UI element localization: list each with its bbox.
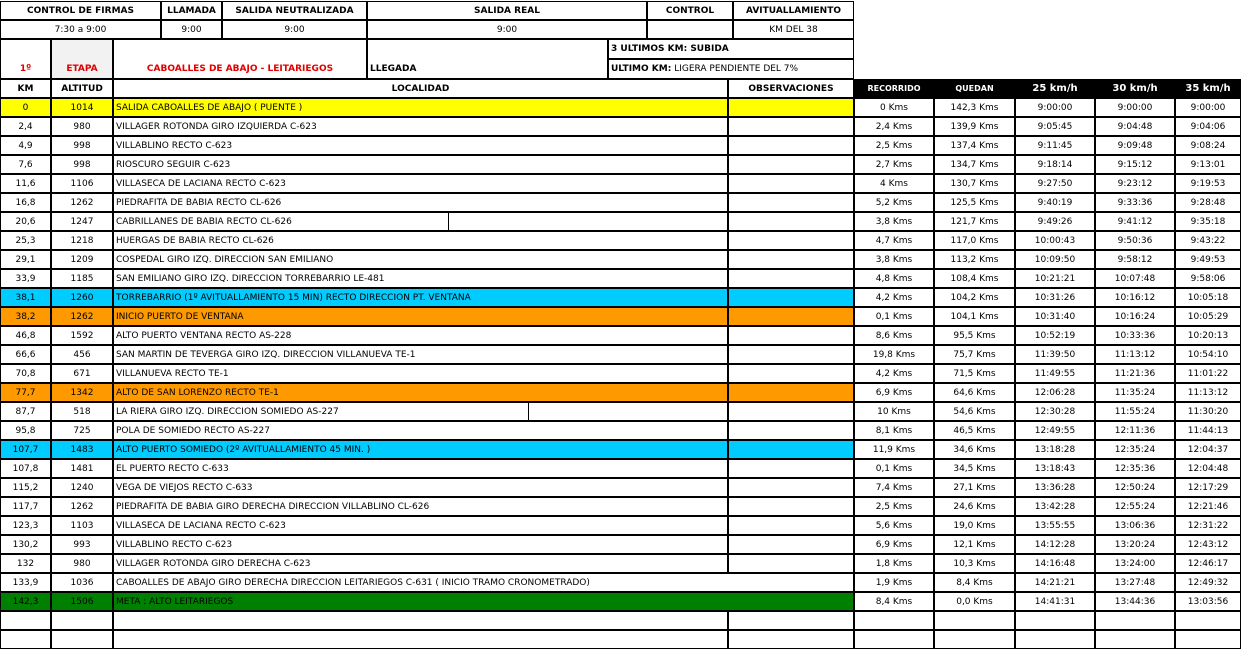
altitud-cell: 1260 <box>51 288 113 307</box>
km-cell: 117,7 <box>0 497 51 516</box>
km-cell: 66,6 <box>0 345 51 364</box>
localidad-cell: SAN MARTIN DE TEVERGA GIRO IZQ. DIRECCION VILLANUEVA TE-1 <box>113 345 728 364</box>
ultimo-km-label: ULTIMO KM: <box>611 64 672 74</box>
control-label: CONTROL <box>647 1 733 20</box>
quedan-cell <box>934 630 1015 649</box>
altitud-cell: 1014 <box>51 98 113 117</box>
km-cell <box>0 611 51 630</box>
km-cell: 130,2 <box>0 535 51 554</box>
quedan-cell: 139,9 Kms <box>934 117 1015 136</box>
altitud-cell <box>51 611 113 630</box>
time-35-cell: 9:43:22 <box>1175 231 1241 250</box>
observaciones-cell <box>728 554 854 573</box>
time-25-cell: 14:41:31 <box>1015 592 1095 611</box>
localidad-cell: LA RIERA GIRO IZQ. DIRECCION SOMIEDO AS-227 <box>113 402 728 421</box>
recorrido-cell: 1,8 Kms <box>854 554 934 573</box>
localidad-cell: EL PUERTO RECTO C-633 <box>113 459 728 478</box>
localidad-cell: HUERGAS DE BABIA RECTO CL-626 <box>113 231 728 250</box>
km-cell: 46,8 <box>0 326 51 345</box>
quedan-cell: 125,5 Kms <box>934 193 1015 212</box>
altitud-cell: 1185 <box>51 269 113 288</box>
recorrido-cell: 5,6 Kms <box>854 516 934 535</box>
localidad-cell: PIEDRAFITA DE BABIA RECTO CL-626 <box>113 193 728 212</box>
quedan-cell: 8,4 Kms <box>934 573 1015 592</box>
observaciones-cell <box>728 516 854 535</box>
localidad-cell: COSPEDAL GIRO IZQ. DIRECCION SAN EMILIANO <box>113 250 728 269</box>
time-35-cell: 12:04:48 <box>1175 459 1241 478</box>
quedan-cell: 54,6 Kms <box>934 402 1015 421</box>
quedan-cell: 10,3 Kms <box>934 554 1015 573</box>
col-altitud: ALTITUD <box>51 79 113 98</box>
stage-name: CABOALLES DE ABAJO - LEITARIEGOS <box>113 39 367 79</box>
time-25-cell: 13:42:28 <box>1015 497 1095 516</box>
observaciones-cell <box>728 402 854 421</box>
time-35-cell: 10:05:29 <box>1175 307 1241 326</box>
time-35-cell: 11:44:13 <box>1175 421 1241 440</box>
km-cell: 95,8 <box>0 421 51 440</box>
observaciones-cell <box>728 383 854 402</box>
observaciones-cell <box>728 136 854 155</box>
km-cell <box>0 630 51 649</box>
col-quedan: QUEDAN <box>934 79 1015 98</box>
km-cell: 107,8 <box>0 459 51 478</box>
recorrido-cell: 19,8 Kms <box>854 345 934 364</box>
time-25-cell: 9:05:45 <box>1015 117 1095 136</box>
time-30-cell: 10:33:36 <box>1095 326 1175 345</box>
salida-real-label: SALIDA REAL <box>367 1 647 20</box>
time-25-cell: 10:21:21 <box>1015 269 1095 288</box>
altitud-cell: 671 <box>51 364 113 383</box>
time-30-cell: 10:07:48 <box>1095 269 1175 288</box>
time-25-cell: 10:00:43 <box>1015 231 1095 250</box>
time-30-cell: 13:27:48 <box>1095 573 1175 592</box>
localidad-cell: CABOALLES DE ABAJO GIRO DERECHA DIRECCION LEITARIEGOS C-631 ( INICIO TRAMO CRONOMETRADO) <box>113 573 854 592</box>
time-25-cell: 10:31:26 <box>1015 288 1095 307</box>
km-cell: 16,8 <box>0 193 51 212</box>
km-cell: 33,9 <box>0 269 51 288</box>
recorrido-cell: 2,7 Kms <box>854 155 934 174</box>
observaciones-cell <box>728 174 854 193</box>
time-25-cell: 11:39:50 <box>1015 345 1095 364</box>
observaciones-cell <box>728 345 854 364</box>
altitud-cell: 998 <box>51 155 113 174</box>
quedan-cell: 64,6 Kms <box>934 383 1015 402</box>
time-35-cell: 9:35:18 <box>1175 212 1241 231</box>
time-25-cell: 13:18:43 <box>1015 459 1095 478</box>
km-cell: 0 <box>0 98 51 117</box>
avituallamiento-value: KM DEL 38 <box>733 20 854 39</box>
localidad-cell: RIOSCURO SEGUIR C-623 <box>113 155 728 174</box>
time-30-cell: 10:16:24 <box>1095 307 1175 326</box>
quedan-cell: 27,1 Kms <box>934 478 1015 497</box>
observaciones-cell <box>728 326 854 345</box>
recorrido-cell: 6,9 Kms <box>854 535 934 554</box>
avituallamiento-label: AVITUALLAMIENTO <box>733 1 854 20</box>
localidad-cell: META : ALTO LEITARIEGOS <box>113 592 854 611</box>
cell-divider <box>448 212 449 231</box>
km-cell: 132 <box>0 554 51 573</box>
time-30-cell: 13:06:36 <box>1095 516 1175 535</box>
altitud-cell: 1262 <box>51 307 113 326</box>
quedan-cell: 113,2 Kms <box>934 250 1015 269</box>
time-30-cell <box>1095 611 1175 630</box>
time-25-cell: 10:31:40 <box>1015 307 1095 326</box>
quedan-cell: 0,0 Kms <box>934 592 1015 611</box>
time-30-cell: 12:35:24 <box>1095 440 1175 459</box>
time-25-cell: 13:18:28 <box>1015 440 1095 459</box>
localidad-cell: TORREBARRIO (1º AVITUALLAMIENTO 15 MIN) RECTO DIRECCION PT. VENTANA <box>113 288 728 307</box>
recorrido-cell: 2,5 Kms <box>854 497 934 516</box>
time-25-cell: 9:49:26 <box>1015 212 1095 231</box>
altitud-cell: 1483 <box>51 440 113 459</box>
localidad-cell: INICIO PUERTO DE VENTANA <box>113 307 728 326</box>
km-cell: 77,7 <box>0 383 51 402</box>
quedan-cell: 24,6 Kms <box>934 497 1015 516</box>
altitud-cell: 1262 <box>51 193 113 212</box>
quedan-cell: 134,7 Kms <box>934 155 1015 174</box>
quedan-cell <box>934 611 1015 630</box>
llegada-label: LLEGADA <box>367 39 608 79</box>
time-35-cell: 9:13:01 <box>1175 155 1241 174</box>
col-30kmh: 30 km/h <box>1095 79 1175 98</box>
time-25-cell: 12:06:28 <box>1015 383 1095 402</box>
localidad-cell: VILLANUEVA RECTO TE-1 <box>113 364 728 383</box>
time-30-cell: 9:41:12 <box>1095 212 1175 231</box>
recorrido-cell: 10 Kms <box>854 402 934 421</box>
km-cell: 87,7 <box>0 402 51 421</box>
altitud-cell: 1106 <box>51 174 113 193</box>
time-35-cell: 11:01:22 <box>1175 364 1241 383</box>
observaciones-cell <box>728 288 854 307</box>
time-30-cell: 12:50:24 <box>1095 478 1175 497</box>
observaciones-cell <box>728 250 854 269</box>
observaciones-cell <box>728 193 854 212</box>
col-25kmh: 25 km/h <box>1015 79 1095 98</box>
ultimo-km <box>608 59 854 79</box>
km-cell: 133,9 <box>0 573 51 592</box>
time-25-cell: 14:16:48 <box>1015 554 1095 573</box>
localidad-cell: PIEDRAFITA DE BABIA GIRO DERECHA DIRECCION VILLABLINO CL-626 <box>113 497 728 516</box>
altitud-cell: 518 <box>51 402 113 421</box>
altitud-cell: 456 <box>51 345 113 364</box>
quedan-cell: 130,7 Kms <box>934 174 1015 193</box>
localidad-cell: ALTO DE SAN LORENZO RECTO TE-1 <box>113 383 728 402</box>
time-25-cell <box>1015 611 1095 630</box>
altitud-cell: 1240 <box>51 478 113 497</box>
time-30-cell: 13:24:00 <box>1095 554 1175 573</box>
observaciones-cell <box>728 497 854 516</box>
observaciones-cell <box>728 98 854 117</box>
localidad-cell: VILLASECA DE LACIANA RECTO C-623 <box>113 516 728 535</box>
recorrido-cell: 3,8 Kms <box>854 212 934 231</box>
time-35-cell: 12:04:37 <box>1175 440 1241 459</box>
time-35-cell: 12:49:32 <box>1175 573 1241 592</box>
time-35-cell <box>1175 611 1241 630</box>
altitud-cell: 1342 <box>51 383 113 402</box>
km-cell: 29,1 <box>0 250 51 269</box>
time-30-cell: 9:15:12 <box>1095 155 1175 174</box>
time-25-cell: 14:12:28 <box>1015 535 1095 554</box>
col-recorrido: RECORRIDO <box>854 79 934 98</box>
km-cell: 25,3 <box>0 231 51 250</box>
quedan-cell: 19,0 Kms <box>934 516 1015 535</box>
km-cell: 107,7 <box>0 440 51 459</box>
time-25-cell: 13:55:55 <box>1015 516 1095 535</box>
recorrido-cell: 0 Kms <box>854 98 934 117</box>
altitud-cell: 998 <box>51 136 113 155</box>
altitud-cell: 980 <box>51 117 113 136</box>
recorrido-cell: 4,2 Kms <box>854 288 934 307</box>
time-35-cell: 9:08:24 <box>1175 136 1241 155</box>
control-firmas-value: 7:30 a 9:00 <box>0 20 161 39</box>
time-30-cell: 11:21:36 <box>1095 364 1175 383</box>
km-cell: 20,6 <box>0 212 51 231</box>
time-25-cell: 9:40:19 <box>1015 193 1095 212</box>
time-30-cell: 9:33:36 <box>1095 193 1175 212</box>
recorrido-cell: 4,2 Kms <box>854 364 934 383</box>
time-25-cell: 12:49:55 <box>1015 421 1095 440</box>
localidad-cell: VILLABLINO RECTO C-623 <box>113 136 728 155</box>
observaciones-cell <box>728 421 854 440</box>
km-cell: 38,1 <box>0 288 51 307</box>
quedan-cell: 12,1 Kms <box>934 535 1015 554</box>
recorrido-cell: 11,9 Kms <box>854 440 934 459</box>
time-30-cell: 13:44:36 <box>1095 592 1175 611</box>
time-35-cell: 9:19:53 <box>1175 174 1241 193</box>
observaciones-cell <box>728 478 854 497</box>
llamada-value: 9:00 <box>161 20 222 39</box>
time-30-cell: 9:58:12 <box>1095 250 1175 269</box>
ultimo-km-value: LIGERA PENDIENTE DEL 7% <box>674 64 799 74</box>
observaciones-cell <box>728 459 854 478</box>
quedan-cell: 104,1 Kms <box>934 307 1015 326</box>
quedan-cell: 142,3 Kms <box>934 98 1015 117</box>
time-35-cell: 13:03:56 <box>1175 592 1241 611</box>
time-35-cell: 9:58:06 <box>1175 269 1241 288</box>
altitud-cell <box>51 630 113 649</box>
quedan-cell: 104,2 Kms <box>934 288 1015 307</box>
altitud-cell: 1036 <box>51 573 113 592</box>
control-firmas-label: CONTROL DE FIRMAS <box>0 1 161 20</box>
localidad-cell: VILLASECA DE LACIANA RECTO C-623 <box>113 174 728 193</box>
time-30-cell: 9:23:12 <box>1095 174 1175 193</box>
observaciones-cell <box>728 364 854 383</box>
etapa-label: ETAPA <box>51 39 113 79</box>
altitud-cell: 1103 <box>51 516 113 535</box>
col-km: KM <box>0 79 51 98</box>
llamada-label: LLAMADA <box>161 1 222 20</box>
observaciones-cell <box>728 117 854 136</box>
recorrido-cell: 5,2 Kms <box>854 193 934 212</box>
localidad-cell: SAN EMILIANO GIRO IZQ. DIRECCION TORREBARRIO LE-481 <box>113 269 728 288</box>
time-30-cell: 13:20:24 <box>1095 535 1175 554</box>
localidad-cell: CABRILLANES DE BABIA RECTO CL-626 <box>113 212 728 231</box>
time-35-cell: 10:05:18 <box>1175 288 1241 307</box>
km-cell: 38,2 <box>0 307 51 326</box>
time-35-cell: 10:54:10 <box>1175 345 1241 364</box>
time-35-cell: 9:00:00 <box>1175 98 1241 117</box>
time-30-cell: 12:35:36 <box>1095 459 1175 478</box>
quedan-cell: 95,5 Kms <box>934 326 1015 345</box>
altitud-cell: 1247 <box>51 212 113 231</box>
time-30-cell: 12:55:24 <box>1095 497 1175 516</box>
quedan-cell: 121,7 Kms <box>934 212 1015 231</box>
recorrido-cell: 0,1 Kms <box>854 307 934 326</box>
km-cell: 123,3 <box>0 516 51 535</box>
recorrido-cell: 3,8 Kms <box>854 250 934 269</box>
recorrido-cell: 4,7 Kms <box>854 231 934 250</box>
time-25-cell: 12:30:28 <box>1015 402 1095 421</box>
time-35-cell: 12:31:22 <box>1175 516 1241 535</box>
control-value <box>647 20 733 39</box>
time-35-cell: 12:46:17 <box>1175 554 1241 573</box>
altitud-cell: 993 <box>51 535 113 554</box>
recorrido-cell: 4,8 Kms <box>854 269 934 288</box>
observaciones-cell <box>728 611 854 630</box>
time-30-cell: 10:16:12 <box>1095 288 1175 307</box>
time-35-cell: 9:49:53 <box>1175 250 1241 269</box>
km-cell: 115,2 <box>0 478 51 497</box>
time-35-cell: 10:20:13 <box>1175 326 1241 345</box>
col-localidad: LOCALIDAD <box>113 79 728 98</box>
observaciones-cell <box>728 212 854 231</box>
salida-neutralizada-label: SALIDA NEUTRALIZADA <box>222 1 367 20</box>
quedan-cell: 75,7 Kms <box>934 345 1015 364</box>
observaciones-cell <box>728 231 854 250</box>
recorrido-cell: 1,9 Kms <box>854 573 934 592</box>
quedan-cell: 34,5 Kms <box>934 459 1015 478</box>
time-25-cell: 9:00:00 <box>1015 98 1095 117</box>
quedan-cell: 46,5 Kms <box>934 421 1015 440</box>
time-30-cell <box>1095 630 1175 649</box>
observaciones-cell <box>728 155 854 174</box>
localidad-cell: SALIDA CABOALLES DE ABAJO ( PUENTE ) <box>113 98 728 117</box>
cell-divider <box>528 402 529 421</box>
col-observaciones: OBSERVACIONES <box>728 79 854 98</box>
time-35-cell: 11:13:12 <box>1175 383 1241 402</box>
time-30-cell: 12:11:36 <box>1095 421 1175 440</box>
time-25-cell: 14:21:21 <box>1015 573 1095 592</box>
observaciones-cell <box>728 307 854 326</box>
time-30-cell: 11:35:24 <box>1095 383 1175 402</box>
km-cell: 142,3 <box>0 592 51 611</box>
time-35-cell: 12:21:46 <box>1175 497 1241 516</box>
time-25-cell: 10:52:19 <box>1015 326 1095 345</box>
km-cell: 70,8 <box>0 364 51 383</box>
altitud-cell: 980 <box>51 554 113 573</box>
recorrido-cell: 6,9 Kms <box>854 383 934 402</box>
km-cell: 2,4 <box>0 117 51 136</box>
altitud-cell: 1209 <box>51 250 113 269</box>
localidad-cell: POLA DE SOMIEDO RECTO AS-227 <box>113 421 728 440</box>
altitud-cell: 1481 <box>51 459 113 478</box>
localidad-cell: ALTO PUERTO SOMIEDO (2º AVITUALLAMIENTO 45 MIN. ) <box>113 440 728 459</box>
recorrido-cell <box>854 611 934 630</box>
altitud-cell: 1592 <box>51 326 113 345</box>
recorrido-cell <box>854 630 934 649</box>
time-25-cell: 13:36:28 <box>1015 478 1095 497</box>
time-25-cell: 11:49:55 <box>1015 364 1095 383</box>
localidad-cell: VILLAGER ROTONDA GIRO IZQUIERDA C-623 <box>113 117 728 136</box>
recorrido-cell: 8,1 Kms <box>854 421 934 440</box>
localidad-cell: VILLABLINO RECTO C-623 <box>113 535 728 554</box>
time-35-cell: 12:17:29 <box>1175 478 1241 497</box>
time-25-cell: 9:11:45 <box>1015 136 1095 155</box>
localidad-cell: VILLAGER ROTONDA GIRO DERECHA C-623 <box>113 554 728 573</box>
recorrido-cell: 7,4 Kms <box>854 478 934 497</box>
col-35kmh: 35 km/h <box>1175 79 1241 98</box>
recorrido-cell: 8,4 Kms <box>854 592 934 611</box>
recorrido-cell: 2,4 Kms <box>854 117 934 136</box>
localidad-cell <box>113 611 728 630</box>
altitud-cell: 1262 <box>51 497 113 516</box>
observaciones-cell <box>728 269 854 288</box>
ultimos-3km: 3 ULTIMOS KM: SUBIDA <box>608 39 854 59</box>
quedan-cell: 71,5 Kms <box>934 364 1015 383</box>
time-35-cell: 9:04:06 <box>1175 117 1241 136</box>
quedan-cell: 108,4 Kms <box>934 269 1015 288</box>
km-cell: 11,6 <box>0 174 51 193</box>
time-35-cell: 9:28:48 <box>1175 193 1241 212</box>
salida-real-value: 9:00 <box>367 20 647 39</box>
altitud-cell: 725 <box>51 421 113 440</box>
time-25-cell: 9:27:50 <box>1015 174 1095 193</box>
recorrido-cell: 4 Kms <box>854 174 934 193</box>
recorrido-cell: 0,1 Kms <box>854 459 934 478</box>
quedan-cell: 137,4 Kms <box>934 136 1015 155</box>
time-30-cell: 9:50:36 <box>1095 231 1175 250</box>
time-30-cell: 9:09:48 <box>1095 136 1175 155</box>
observaciones-cell <box>728 630 854 649</box>
time-30-cell: 9:04:48 <box>1095 117 1175 136</box>
time-35-cell: 11:30:20 <box>1175 402 1241 421</box>
localidad-cell: VEGA DE VIEJOS RECTO C-633 <box>113 478 728 497</box>
time-25-cell: 9:18:14 <box>1015 155 1095 174</box>
observaciones-cell <box>728 535 854 554</box>
localidad-cell: ALTO PUERTO VENTANA RECTO AS-228 <box>113 326 728 345</box>
time-35-cell <box>1175 630 1241 649</box>
quedan-cell: 117,0 Kms <box>934 231 1015 250</box>
time-35-cell: 12:43:12 <box>1175 535 1241 554</box>
recorrido-cell: 2,5 Kms <box>854 136 934 155</box>
km-cell: 7,6 <box>0 155 51 174</box>
time-30-cell: 11:13:12 <box>1095 345 1175 364</box>
time-25-cell: 10:09:50 <box>1015 250 1095 269</box>
altitud-cell: 1506 <box>51 592 113 611</box>
localidad-cell <box>113 630 728 649</box>
altitud-cell: 1218 <box>51 231 113 250</box>
recorrido-cell: 8,6 Kms <box>854 326 934 345</box>
stage-number: 1º <box>0 39 51 79</box>
time-25-cell <box>1015 630 1095 649</box>
quedan-cell: 34,6 Kms <box>934 440 1015 459</box>
time-30-cell: 11:55:24 <box>1095 402 1175 421</box>
salida-neutralizada-value: 9:00 <box>222 20 367 39</box>
km-cell: 4,9 <box>0 136 51 155</box>
observaciones-cell <box>728 440 854 459</box>
time-30-cell: 9:00:00 <box>1095 98 1175 117</box>
